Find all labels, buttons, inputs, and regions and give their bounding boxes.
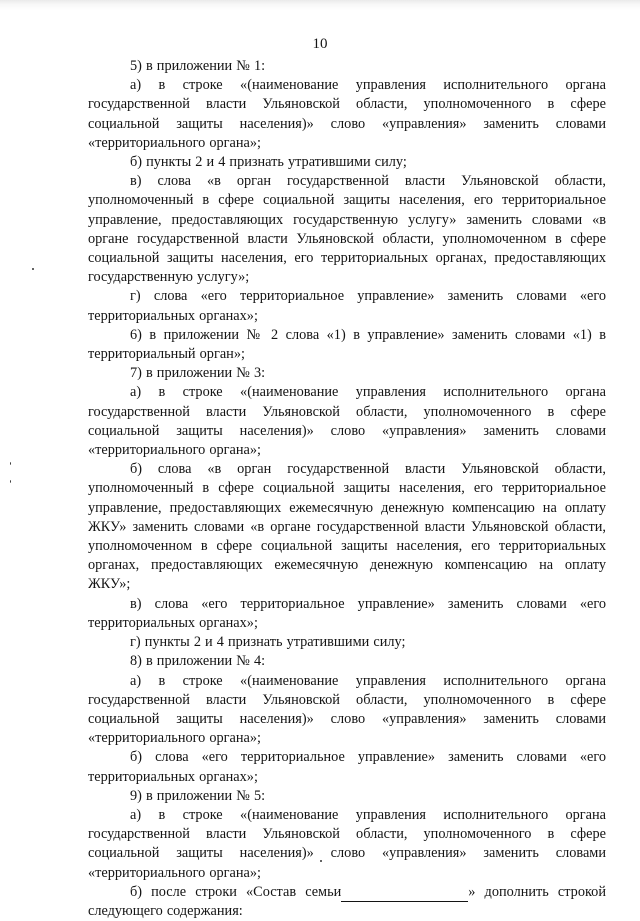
paragraph: 8) в приложении № 4: — [130, 653, 266, 670]
scan-speck — [10, 480, 11, 483]
paragraph: б) пункты 2 и 4 признать утратившими силу; — [130, 154, 407, 171]
paragraph-with-blank — [88, 883, 606, 921]
paragraph: б) слова «в орган государственной власти Ульяновской области, уполномоченный в сфере социальной защиты населения, его территориальное управление, предоставляющих ежемесячную денежную компенсацию на оплату ЖКУ» заменить словами «в органе государственной власти Ульяновской области, уполномоченном в сфере социальной защиты населения, его территориальных органах, предоставляющих ежемесячную денежную компенсацию на оплату ЖКУ»; — [88, 461, 606, 593]
paragraph: а) в строке «(наименование управления исполнительного органа государственной власти Ульяновской области, уполномоченного в сфере социальной защиты населения)» слово «управления» заменить словами «территориального органа»; — [88, 77, 606, 151]
paragraph: а) в строке «(наименование управления исполнительного органа государственной власти Ульяновской области, уполномоченного в сфере социальной защиты населения)» слово «управления» заменить словами «территориального органа»; — [88, 384, 606, 459]
paragraph: 7) в приложении № 3: — [130, 365, 266, 382]
scan-speck — [10, 462, 11, 465]
page-number: 10 — [312, 36, 328, 52]
document-body — [88, 57, 606, 921]
paragraph: 6) в приложении № 2 слова «1) в управление» заменить словами «1) в территориальный орган»; — [88, 326, 606, 363]
paragraph: а) в строке «(наименование управления исполнительного органа государственной власти Ульяновской области, уполномоченного в сфере социальной защиты населения)» слово «управления» заменить словами «территориального органа»; — [88, 806, 606, 881]
paragraph: г) пункты 2 и 4 признать утратившими силу; — [130, 634, 406, 651]
paragraph: в) слова «в орган государственной власти Ульяновской области, уполномоченный в сфере социальной защиты населения, его территориальное управление, предоставляющих государственную услугу» заменить словами «в органе государственной власти Ульяновской области, уполномоченном в сфере социальной защиты населения, его территориальных органах, предоставляющих государственную услугу»; — [88, 173, 606, 286]
paragraph-text: б) после строки «Состав семьи — [130, 883, 342, 900]
paragraph: 9) в приложении № 5: — [130, 787, 266, 804]
paragraph: г) слова «его территориальное управление» заменить словами «его территориальных органах»; — [88, 288, 606, 324]
fill-in-blank-line — [341, 886, 468, 902]
scan-speck — [32, 268, 34, 270]
scan-shadow — [0, 0, 640, 10]
paragraph: 5) в приложении № 1: — [130, 58, 266, 74]
paragraph-text: » дополнить строкой следующего содержания: — [88, 883, 606, 919]
paragraph: а) в строке «(наименование управления исполнительного органа государственной власти Ульяновской области, уполномоченного в сфере социальной защиты населения)» слово «управления» заменить словами «территориального органа»; — [88, 672, 606, 747]
paragraph: б) слова «его территориальное управление» заменить словами «его территориальных органах»; — [88, 749, 606, 785]
paragraph: в) слова «его территориальное управление» заменить словами «его территориальных органах»; — [88, 595, 606, 631]
